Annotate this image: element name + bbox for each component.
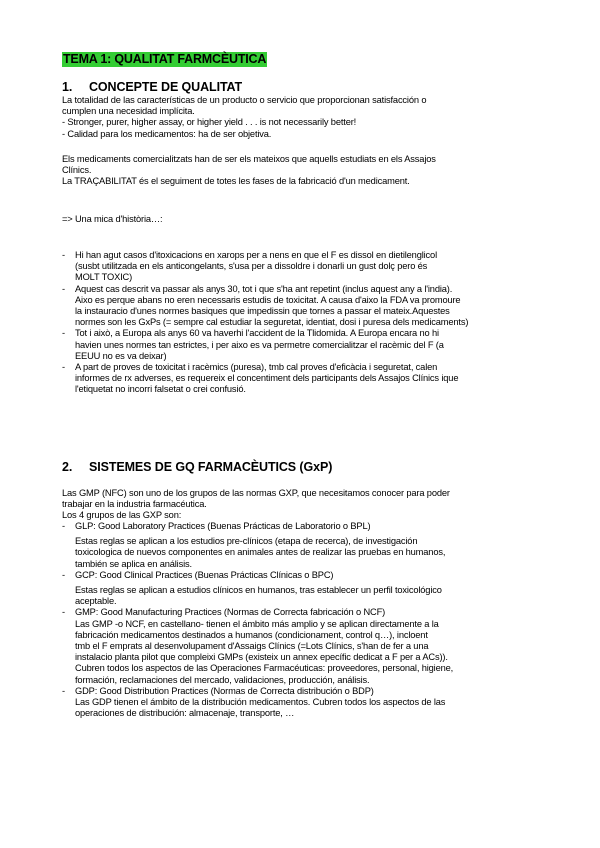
text-line: - Stronger, purer, higher assay, or higher yield . . . is not necessarily better! [62,117,357,128]
text-line: Cubren todos los aspectos de las Operaciones Farmacéuticas: proveedores, personal, higiene, [75,663,454,674]
text-line: Los 4 grupos de las GXP son: [62,510,182,521]
document-title: TEMA 1: QUALITAT FARMCÈUTICA [63,52,267,66]
text-line: toxicologica de nuevos componentes en animales antes de realizar las pruebas en humanos, [75,547,446,558]
text-line: trabajar en la industria farmacéutica. [62,499,207,510]
text-line: formación, reclamaciones del mercado, validaciones, producción, análisis. [75,674,370,685]
text-line: Estas reglas se aplican a estudios clínicos en humanos, tras establecer un perfil toxicológico [75,585,442,596]
list-dash: - [62,685,65,696]
text-line: operaciones de distribución: almacenaje, transporte, … [75,708,295,719]
text-line: cumplen una necesidad implícita. [62,106,195,117]
text-line: Las GMP (NFC) son uno de los grupos de las normas GXP, que necesitamos conocer para poder [62,488,450,498]
item-heading: GCP: Good Clinical Practices (Buenas Prácticas Clínicas o BPC) [75,569,334,580]
list-item [62,250,542,284]
item-heading: GLP: Good Laboratory Practices (Buenas Prácticas de Laboratorio o BPL) [75,521,371,531]
text-line: La TRAÇABILITAT és el seguiment de totes les fases de la fabricació d'un medicament. [62,176,410,187]
section-2-intro [62,488,542,522]
text-line: aceptable. [75,596,117,607]
text-line: Clínics. [62,165,92,176]
list-dash: - [62,328,65,339]
history-list [62,250,542,396]
list-dash: - [62,569,65,580]
list-item-gmp [62,607,542,685]
section-1-traceability [62,154,542,188]
list-dash: - [62,521,65,531]
text-line: fabricación medicamentos destinados a humanos (condicionament, control q…), incloent [75,629,428,640]
text-line: la instauracio d'unes normes basiques que impedissin que tornes a passar el mateix.Aquestes [75,306,450,317]
text-line: La totalidad de las características de un producto o servicio que proporcionan satisfacción o [62,95,427,105]
history-label: => Una mica d'història…: [62,214,163,224]
section-1-intro [62,95,542,140]
text-line: Las GDP tienen el ámbito de la distribución medicamentos. Cubren todos los aspectos de las [75,697,446,708]
list-item [62,328,542,362]
text-line: l'etiquetat no incorri falsetat o crei confusió. [75,384,246,395]
text-line: Las GMP -o NCF, en castellano- tienen el ámbito más amplio y se aplican directamente a la [75,618,439,629]
text-line: A part de proves de toxicitat i racèmics (puresa), tmb cal proves d'eficàcia i seguretat, calen [75,362,438,373]
text-line: - Calidad para los medicamentos: ha de ser objetiva. [62,128,272,139]
text-line: MOLT TOXIC) [75,272,133,283]
text-line: EEUU no es va deixar) [75,350,167,361]
list-dash: - [62,283,65,294]
section-1-title: CONCEPTE DE QUALITAT [89,80,243,94]
list-item-gdp [62,686,542,720]
list-item-glp [62,521,542,570]
gxp-list [62,521,542,719]
list-item [62,284,542,329]
text-line: Estas reglas se aplican a los estudios pre-clínicos (etapa de recerca), de investigación [75,536,418,547]
text-line: informes de rx adverses, es requereix el concentiment dels participants dels Assajos Clínics ique [75,373,459,384]
list-dash: - [62,607,65,618]
section-2-heading [62,460,332,474]
item-heading: GMP: Good Manufacturing Practices (Normas de Correcta fabricación o NCF) [75,607,386,618]
text-line: havien unes normes tan estrictes, i per aixo es va permetre comercialitzar el racèmic del F (a [75,339,444,350]
text-line: Els medicaments comercialitzats han de ser els mateixos que aquells estudiats en els Assajos [62,154,436,164]
list-item-gcp [62,570,542,608]
text-line: Tot i això, a Europa als anys 60 va haverhi l'accident de la Tlidomida. A Europa encara no hi [75,328,439,339]
text-line: tmb el F emprats al desenvolupament d'Assaigs Clínics (=Lots Clínics, s'han de fer a una [75,641,429,652]
text-line: Hi han agut casos d'itoxicacions en xarops per a nens en que el F es dissol en dietilenglicol [75,250,437,260]
list-dash: - [62,362,65,373]
text-line: Aquest cas descrit va passar als anys 30, tot i que s'ha ant repetint (inclus aquest any a l'india). [75,283,453,294]
item-heading: GDP: Good Distribution Practices (Normas de Correcta distribución o BDP) [75,685,374,696]
list-dash: - [62,250,65,260]
section-1-heading [62,80,242,94]
text-line: instalacio planta pilot que compleixi GMPs (existeix un annex epecífic dedicat a F per a ACs)). [75,652,448,663]
section-1-number: 1. [62,80,73,94]
text-line: Aixo es perque abans no eren necessaris estudis de toxicitat. A causa d'aixo la FDA va promoure [75,294,461,305]
list-item [62,362,542,396]
text-line: normes son les GxPs (= sempre cal estudiar la seguretat, identiat, dosi i puresa dels medicaments) [75,317,469,328]
section-2-number: 2. [62,460,73,474]
text-line: (susbt utilitzada en els anticongelants, s'usa per a dissoldre i donarli un gust dolç pero és [75,261,428,272]
text-line: también se aplica en análisis. [75,558,192,569]
section-2-title: SISTEMES DE GQ FARMACÈUTICS (GxP) [89,460,333,474]
